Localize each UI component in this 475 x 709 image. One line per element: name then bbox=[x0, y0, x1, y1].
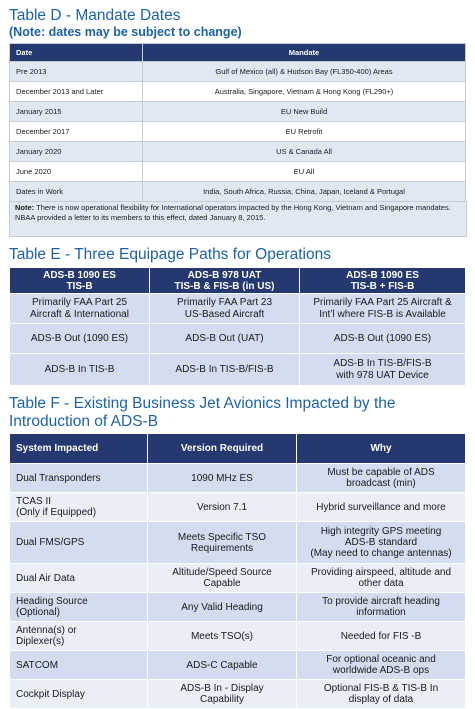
path-header bbox=[300, 268, 466, 294]
mandate-cell: EU All bbox=[143, 162, 466, 182]
table-row bbox=[10, 182, 466, 202]
table-row bbox=[10, 122, 466, 142]
cell-line: with 978 UAT Device bbox=[336, 369, 429, 381]
cell-line: 1090 MHz ES bbox=[191, 472, 253, 484]
avionics-impact-table bbox=[9, 433, 466, 709]
path-cell bbox=[300, 324, 466, 354]
cell-line: US-Based Aircraft bbox=[184, 308, 265, 320]
mandate-dates-table bbox=[9, 43, 466, 202]
table-row bbox=[10, 324, 466, 354]
cell-line: broadcast (min) bbox=[346, 478, 416, 489]
date-cell: Pre 2013 bbox=[10, 62, 143, 82]
header-system-impacted: System Impacted bbox=[10, 434, 148, 464]
cell-line: ADS-C Capable bbox=[186, 659, 258, 671]
cell-line: Requirements bbox=[190, 542, 254, 554]
path-header bbox=[150, 268, 300, 294]
cell-line: Diplexer(s) bbox=[16, 636, 65, 647]
path-cell bbox=[150, 294, 300, 324]
cell-line: Optional FIS-B & TIS-B In bbox=[323, 683, 439, 694]
path-cell bbox=[150, 354, 300, 386]
path-header bbox=[10, 268, 150, 294]
cell-line: Primarily FAA Part 25 bbox=[31, 297, 128, 308]
cell-line: TIS-B bbox=[66, 280, 93, 292]
table-row bbox=[10, 651, 466, 680]
mandate-cell: US & Canada All bbox=[143, 142, 466, 162]
version-cell bbox=[148, 593, 297, 622]
table-row bbox=[10, 564, 466, 593]
system-cell bbox=[10, 522, 148, 564]
cell-line: Must be capable of ADS bbox=[327, 467, 435, 478]
table-row bbox=[10, 62, 466, 82]
header-version-required: Version Required bbox=[148, 434, 297, 464]
why-cell bbox=[297, 622, 466, 651]
cell-line: For optional oceanic and bbox=[326, 654, 436, 665]
version-cell bbox=[148, 680, 297, 709]
system-cell bbox=[10, 680, 148, 709]
cell-line: TCAS II bbox=[16, 496, 52, 507]
table-row bbox=[10, 622, 466, 651]
cell-line: worldwide ADS-B ops bbox=[332, 665, 430, 676]
note-text: There is now operational flexibility for International operators impacted by the Hong Kong, Vietnam and Singapore mandates. NBAA provided a letter to its members to this effect, dated January 8, 2015. bbox=[15, 203, 451, 222]
cell-line: To provide aircraft heading bbox=[322, 596, 440, 607]
cell-line: Dual Transponders bbox=[16, 472, 101, 484]
cell-line: Dual Air Data bbox=[16, 572, 75, 584]
cell-line: ADS-B In - Display bbox=[180, 683, 264, 694]
mandate-cell: India, South Africa, Russia, China, Japan, Iceland & Portugal bbox=[143, 182, 466, 202]
version-cell bbox=[148, 622, 297, 651]
cell-line: Hybrid surveillance and more bbox=[316, 501, 446, 513]
system-cell bbox=[10, 564, 148, 593]
table-row bbox=[10, 142, 466, 162]
cell-line: ADS-B In TIS-B/FIS-B bbox=[175, 363, 274, 375]
path-cell bbox=[10, 294, 150, 324]
cell-line: Cockpit Display bbox=[16, 688, 85, 700]
why-cell bbox=[297, 564, 466, 593]
date-cell: Dates in Work bbox=[10, 182, 143, 202]
note-label: Note: bbox=[15, 203, 35, 212]
mandate-cell: Gulf of Mexico (all) & Hudson Bay (FL350-400) Areas bbox=[143, 62, 466, 82]
cell-line: ADS-B 1090 ES bbox=[43, 269, 116, 281]
header-why: Why bbox=[297, 434, 466, 464]
path-cell bbox=[10, 324, 150, 354]
cell-line: (Only if Equipped) bbox=[16, 507, 97, 518]
cell-line: ADS-B Out (1090 ES) bbox=[333, 332, 432, 344]
cell-line: ADS-B In TIS-B/FIS-B bbox=[333, 358, 432, 369]
cell-line: Any Valid Heading bbox=[181, 601, 263, 613]
table-e-title: Table E - Three Equipage Paths for Operations bbox=[9, 246, 331, 263]
system-cell bbox=[10, 593, 148, 622]
cell-line: Primarily FAA Part 25 Aircraft & bbox=[313, 297, 452, 308]
cell-line: Antenna(s) or bbox=[16, 625, 77, 636]
cell-line: Aircraft & International bbox=[30, 308, 129, 320]
system-cell bbox=[10, 622, 148, 651]
cell-line: Providing airspeed, altitude and bbox=[310, 567, 452, 578]
table-d-note bbox=[9, 201, 467, 237]
cell-line: Heading Source bbox=[16, 596, 88, 607]
system-cell bbox=[10, 493, 148, 522]
cell-line: High integrity GPS meeting bbox=[320, 526, 442, 537]
version-cell bbox=[148, 464, 297, 493]
cell-line: TIS-B & FIS-B (in US) bbox=[174, 280, 275, 292]
why-cell bbox=[297, 522, 466, 564]
path-cell bbox=[150, 324, 300, 354]
cell-line: TIS-B + FIS-B bbox=[350, 280, 415, 292]
cell-line: Int’l where FIS-B is Available bbox=[319, 308, 446, 320]
cell-line: ADS-B Out (1090 ES) bbox=[30, 332, 129, 344]
table-row bbox=[10, 464, 466, 493]
cell-line: Meets TSO(s) bbox=[190, 630, 254, 642]
why-cell bbox=[297, 464, 466, 493]
date-cell: June 2020 bbox=[10, 162, 143, 182]
header-mandate: Mandate bbox=[143, 44, 466, 62]
system-cell bbox=[10, 464, 148, 493]
table-row bbox=[10, 162, 466, 182]
version-cell bbox=[148, 493, 297, 522]
table-row bbox=[10, 493, 466, 522]
cell-line: ADS-B In TIS-B bbox=[44, 363, 115, 375]
cell-line: Needed for FIS -B bbox=[340, 630, 422, 642]
table-d-subtitle: (Note: dates may be subject to change) bbox=[9, 25, 242, 39]
table-row bbox=[10, 102, 466, 122]
version-cell bbox=[148, 522, 297, 564]
equipage-paths-table bbox=[9, 267, 466, 386]
path-cell bbox=[300, 294, 466, 324]
system-cell bbox=[10, 651, 148, 680]
table-row bbox=[10, 680, 466, 709]
header-date: Date bbox=[10, 44, 143, 62]
path-cell bbox=[10, 354, 150, 386]
table-row bbox=[10, 593, 466, 622]
version-cell bbox=[148, 651, 297, 680]
table-row bbox=[10, 82, 466, 102]
date-cell: January 2020 bbox=[10, 142, 143, 162]
cell-line: Dual FMS/GPS bbox=[16, 537, 85, 548]
cell-line: Meets Specific TSO bbox=[177, 531, 267, 543]
table-row bbox=[10, 354, 466, 386]
table-f-title-line1: Table F - Existing Business Jet Avionics Impacted by the bbox=[9, 395, 396, 412]
cell-line: Altitude/Speed Source bbox=[172, 567, 272, 578]
cell-line: ADS-B 978 UAT bbox=[187, 269, 262, 281]
cell-line: (May need to change antennas) bbox=[310, 548, 452, 559]
mandate-cell: EU New Build bbox=[143, 102, 466, 122]
cell-line: ADS-B Out (UAT) bbox=[185, 332, 264, 344]
cell-line: display of data bbox=[348, 694, 414, 705]
why-cell bbox=[297, 680, 466, 709]
why-cell bbox=[297, 493, 466, 522]
why-cell bbox=[297, 651, 466, 680]
cell-line: Capable bbox=[203, 578, 241, 589]
date-cell: December 2017 bbox=[10, 122, 143, 142]
version-cell bbox=[148, 564, 297, 593]
cell-line: SATCOM bbox=[16, 659, 59, 671]
cell-line: ADS-B standard bbox=[344, 537, 418, 548]
cell-line: Primarily FAA Part 23 bbox=[176, 297, 273, 308]
mandate-cell: EU Retrofit bbox=[143, 122, 466, 142]
table-row bbox=[10, 294, 466, 324]
table-row bbox=[10, 522, 466, 564]
cell-line: information bbox=[356, 607, 406, 618]
date-cell: December 2013 and Later bbox=[10, 82, 143, 102]
cell-line: other data bbox=[358, 578, 404, 589]
mandate-cell: Australia, Singapore, Vietnam & Hong Kong (FL290+) bbox=[143, 82, 466, 102]
table-f-title-line2: Introduction of ADS-B bbox=[9, 413, 159, 430]
cell-line: ADS-B 1090 ES bbox=[346, 269, 419, 281]
cell-line: (Optional) bbox=[16, 607, 60, 618]
cell-line: Version 7.1 bbox=[196, 501, 248, 513]
date-cell: January 2015 bbox=[10, 102, 143, 122]
path-cell bbox=[300, 354, 466, 386]
why-cell bbox=[297, 593, 466, 622]
cell-line: Capability bbox=[200, 694, 244, 705]
table-d-title: Table D - Mandate Dates bbox=[9, 7, 181, 24]
